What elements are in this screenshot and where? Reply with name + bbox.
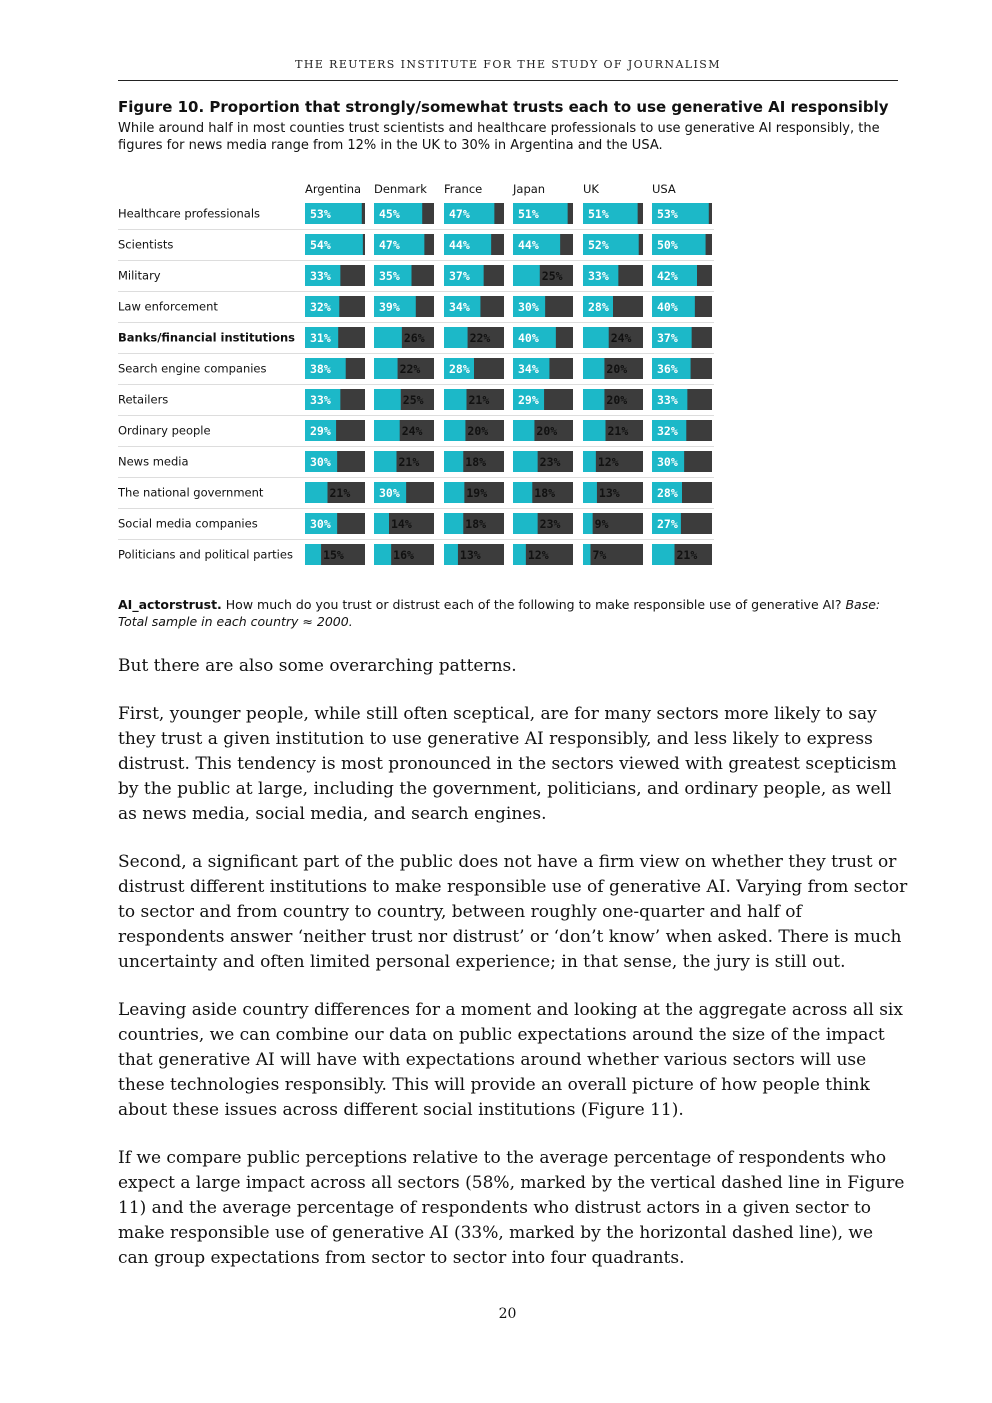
bar-value-label: 47%	[379, 238, 400, 252]
row-label-politicians-and-political-parties: Politicians and political parties	[118, 547, 293, 562]
bar-value-label: 28%	[588, 300, 609, 314]
bar-military-japan	[513, 265, 540, 286]
bar-search-engine-companies-denmark	[374, 358, 398, 379]
bar-social-media-companies-uk	[583, 513, 593, 534]
caption-base: Base: Total sample in each country ≈ 2000.	[118, 597, 881, 629]
bar-news-media-uk	[583, 451, 596, 472]
bar-value-label: 33%	[310, 269, 331, 283]
bar-value-label: 20%	[606, 393, 628, 407]
bar-value-label: 33%	[588, 269, 609, 283]
bar-value-label: 29%	[310, 424, 331, 438]
bar-value-label: 18%	[465, 517, 487, 531]
bar-value-label: 28%	[449, 362, 470, 376]
bar-value-label: 22%	[399, 362, 421, 376]
bar-value-label: 30%	[379, 486, 400, 500]
bar-retailers-denmark	[374, 389, 401, 410]
row-label-news-media: News media	[118, 454, 189, 469]
bar-banks-financial-institutions-uk	[583, 327, 609, 348]
bar-value-label: 24%	[610, 331, 632, 345]
row-label-law-enforcement: Law enforcement	[118, 299, 218, 314]
bar-value-label: 9%	[594, 517, 609, 531]
country-header-denmark: Denmark	[374, 182, 427, 196]
bar-value-label: 44%	[518, 238, 539, 252]
bar-ordinary-people-france	[444, 420, 465, 441]
country-header-japan: Japan	[513, 182, 546, 196]
figure-caption	[118, 596, 898, 630]
bar-value-label: 51%	[588, 207, 609, 221]
bar-value-label: 30%	[310, 517, 331, 531]
bar-value-label: 15%	[323, 548, 344, 562]
bar-value-label: 24%	[401, 424, 423, 438]
bar-politicians-and-political-parties-japan	[513, 544, 526, 565]
bar-value-label: 34%	[449, 300, 470, 314]
bar-value-label: 44%	[449, 238, 470, 252]
bar-value-label: 25%	[402, 393, 424, 407]
bar-value-label: 53%	[310, 207, 331, 221]
bar-value-label: 50%	[657, 238, 678, 252]
bar-retailers-uk	[583, 389, 604, 410]
bar-value-label: 13%	[598, 486, 620, 500]
bar-value-label: 40%	[657, 300, 678, 314]
row-label-search-engine-companies: Search engine companies	[118, 361, 267, 376]
page-number: 20	[498, 1306, 517, 1322]
running-header: THE REUTERS INSTITUTE FOR THE STUDY OF JOURNALISM	[295, 58, 721, 71]
body-paragraph: First, younger people, while still often sceptical, are for many sectors more likely to say they trust a given institution to use generative AI responsibly, and less likely to express distrust. This tendency is most pronounced in the sectors viewed with greatest scepticism by the public at large, including the government, politicians, and ordinary people, as well as news media, social media, and search engines.	[118, 704, 897, 824]
bar-value-label: 42%	[657, 269, 678, 283]
bar-value-label: 18%	[534, 486, 556, 500]
bar-value-label: 23%	[539, 517, 561, 531]
bar-value-label: 19%	[466, 486, 488, 500]
country-header-argentina: Argentina	[305, 182, 362, 196]
bar-politicians-and-political-parties-uk	[583, 544, 591, 565]
body-text	[118, 654, 908, 1294]
bar-value-label: 16%	[393, 548, 414, 562]
row-label-social-media-companies: Social media companies	[118, 516, 258, 531]
country-header-usa: USA	[652, 182, 676, 196]
bar-value-label: 12%	[597, 455, 619, 469]
bar-banks-financial-institutions-denmark	[374, 327, 402, 348]
bar-value-label: 30%	[657, 455, 678, 469]
country-header-france: France	[444, 182, 483, 196]
row-label-the-national-government: The national government	[118, 485, 264, 500]
bar-politicians-and-political-parties-denmark	[374, 544, 391, 565]
bar-value-label: 20%	[467, 424, 489, 438]
bar-politicians-and-political-parties-france	[444, 544, 458, 565]
row-label-ordinary-people: Ordinary people	[118, 423, 211, 438]
bar-value-label: 14%	[391, 517, 412, 531]
body-paragraph: Second, a significant part of the public does not have a firm view on whether they trust or distrust different institutions to make responsible use of generative AI. Varying from sector to sector and from country to country, between roughly one-quarter and half of respondents answer ‘neither trust nor distrust’ or ‘don’t know’ when asked. There is much uncertainty and often limited personal experience; in that sense, the jury is still out.	[118, 852, 908, 972]
figure-subtitle: While around half in most counties trust scientists and healthcare professionals to use generative AI responsibly, the figures for news media range from 12% in the UK to 30% in Argentina and the USA.	[118, 121, 880, 153]
header-rule	[118, 80, 898, 81]
bar-value-label: 31%	[310, 331, 331, 345]
bar-news-media-france	[444, 451, 463, 472]
bar-value-label: 30%	[518, 300, 539, 314]
bar-value-label: 20%	[536, 424, 558, 438]
bar-value-label: 40%	[518, 331, 539, 345]
bar-value-label: 20%	[606, 362, 628, 376]
bar-social-media-companies-france	[444, 513, 463, 534]
bar-value-label: 29%	[518, 393, 539, 407]
bar-value-label: 34%	[518, 362, 539, 376]
bar-news-media-japan	[513, 451, 538, 472]
body-paragraph: If we compare public perceptions relative to the average percentage of respondents who expect a large impact across all sectors (58%, marked by the vertical dashed line in Figure 11) and the average percentage of respondents who distrust actors in a given sector to make responsible use of generative AI (33%, marked by the horizontal dashed line), we can group expectations from sector to sector into four quadrants.	[118, 1148, 905, 1268]
bar-search-engine-companies-uk	[583, 358, 604, 379]
bar-retailers-france	[444, 389, 467, 410]
bar-value-label: 37%	[449, 269, 470, 283]
bar-value-label: 36%	[657, 362, 678, 376]
bar-value-label: 18%	[465, 455, 487, 469]
country-header-uk: UK	[583, 182, 599, 196]
bar-ordinary-people-japan	[513, 420, 534, 441]
bar-value-label: 21%	[468, 393, 490, 407]
caption-code: AI_actorstrust.	[118, 597, 222, 612]
bar-value-label: 47%	[449, 207, 470, 221]
bar-value-label: 23%	[539, 455, 561, 469]
bar-value-label: 53%	[657, 207, 678, 221]
bar-news-media-denmark	[374, 451, 397, 472]
row-label-military: Military	[118, 268, 161, 283]
bar-value-label: 32%	[657, 424, 678, 438]
bar-the-national-government-france	[444, 482, 464, 503]
bar-value-label: 52%	[588, 238, 609, 252]
row-label-scientists: Scientists	[118, 237, 174, 252]
bar-value-label: 21%	[607, 424, 629, 438]
bar-value-label: 38%	[310, 362, 331, 376]
bar-value-label: 33%	[310, 393, 331, 407]
bar-ordinary-people-denmark	[374, 420, 400, 441]
figure-title: Figure 10. Proportion that strongly/somewhat trusts each to use generative AI responsibly	[118, 98, 889, 116]
bar-the-national-government-uk	[583, 482, 597, 503]
bar-value-label: 30%	[310, 455, 331, 469]
trust-bar-chart	[118, 180, 728, 570]
bar-value-label: 32%	[310, 300, 331, 314]
bar-the-national-government-japan	[513, 482, 532, 503]
row-label-banks-financial-institutions: Banks/financial institutions	[118, 330, 295, 345]
bar-value-label: 26%	[403, 331, 425, 345]
bar-value-label: 7%	[592, 548, 607, 562]
bar-politicians-and-political-parties-argentina	[305, 544, 321, 565]
bar-value-label: 21%	[398, 455, 420, 469]
bar-value-label: 33%	[657, 393, 678, 407]
bar-value-label: 28%	[657, 486, 678, 500]
bar-value-label: 22%	[469, 331, 491, 345]
bar-social-media-companies-japan	[513, 513, 538, 534]
bar-value-label: 35%	[379, 269, 400, 283]
body-paragraph: But there are also some overarching patterns.	[118, 656, 517, 676]
row-label-healthcare-professionals: Healthcare professionals	[118, 206, 261, 221]
bar-value-label: 51%	[518, 207, 539, 221]
bar-ordinary-people-uk	[583, 420, 606, 441]
bar-value-label: 21%	[676, 548, 698, 562]
bar-the-national-government-argentina	[305, 482, 328, 503]
bar-value-label: 39%	[379, 300, 400, 314]
bar-banks-financial-institutions-france	[444, 327, 468, 348]
bar-value-label: 45%	[379, 207, 400, 221]
bar-value-label: 12%	[527, 548, 549, 562]
row-label-retailers: Retailers	[118, 392, 169, 407]
bar-value-label: 54%	[310, 238, 331, 252]
bar-value-label: 25%	[541, 269, 563, 283]
bar-value-label: 21%	[329, 486, 351, 500]
bar-politicians-and-political-parties-usa	[652, 544, 675, 565]
body-paragraph: Leaving aside country differences for a moment and looking at the aggregate across all six countries, we can combine our data on public expectations around the size of the impact that generative AI will have with expectations around whether various sectors will use these technologies responsibly. This will provide an overall picture of how people think about these issues across different social institutions (Figure 11).	[118, 1000, 903, 1120]
caption-question: How much do you trust or distrust each of the following to make responsible use of generative AI?	[225, 597, 842, 612]
bar-value-label: 37%	[657, 331, 678, 345]
bar-value-label: 27%	[657, 517, 678, 531]
bar-social-media-companies-denmark	[374, 513, 389, 534]
bar-value-label: 13%	[459, 548, 481, 562]
